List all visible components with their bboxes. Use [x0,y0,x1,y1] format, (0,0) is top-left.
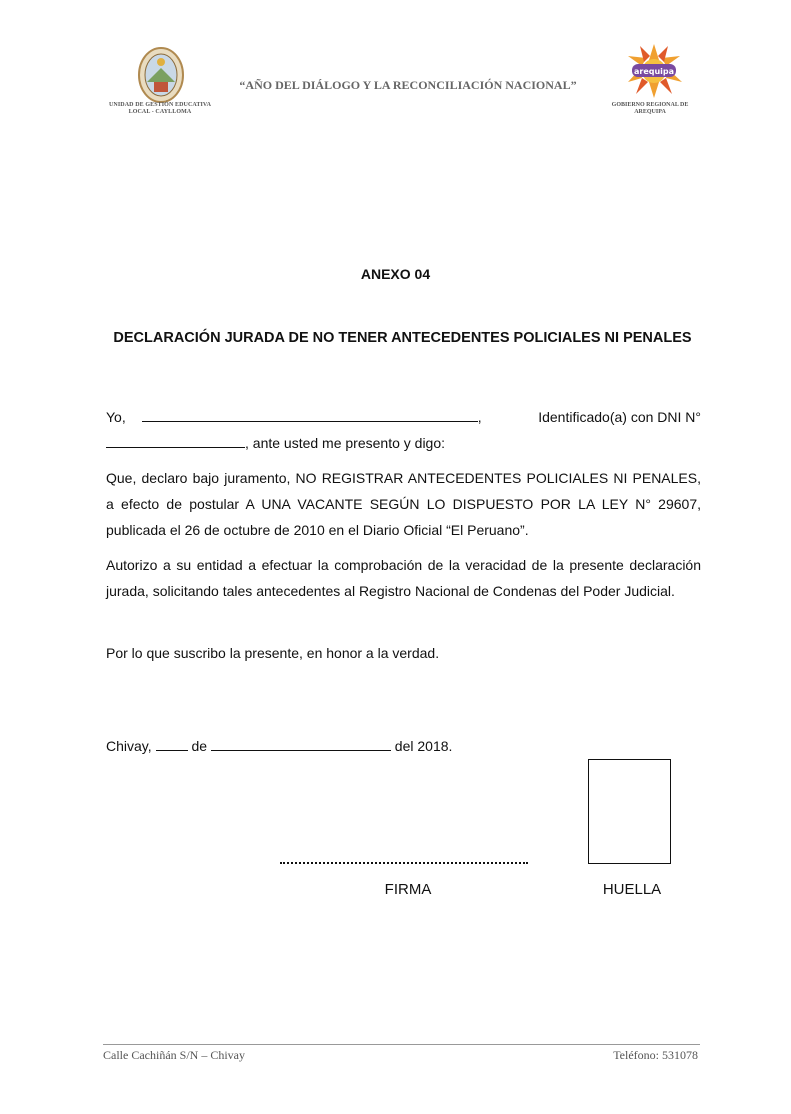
signature-label: FIRMA [384,881,432,898]
name-comma: , [477,409,482,425]
place-label: Chivay, [106,738,152,754]
document-title: DECLARACIÓN JURADA DE NO TENER ANTECEDENTES POLICIALES NI PENALES [113,330,692,346]
day-blank[interactable] [156,736,188,751]
authorization-paragraph: Autorizo a su entidad a efectuar la comprobación de la veracidad de la presente declaración jurada, solicitando tales antecedentes al Registro Nacional de Condenas del Poder Judicial. [106,557,701,599]
yo-label: Yo, [106,409,126,425]
presentation-text: , ante usted me presento y digo: [245,435,446,451]
month-blank[interactable] [211,736,391,751]
fingerprint-box[interactable] [588,759,671,864]
declaration-paragraph: Que, declaro bajo juramento, NO REGISTRAR ANTECEDENTES POLICIALES NI PENALES, a efecto de postular A UNA VACANTE SEGÚN LO DISPUESTO POR LA LEY N° 29607, publicada el 26 de octubre de 2010 en el Diario Oficial “El Peruano”. [106,470,701,538]
ugel-crest-icon [136,46,186,104]
year-label: del 2018. [394,738,453,754]
de-label: de [191,738,208,754]
name-blank[interactable] [142,407,478,422]
year-motto: “AÑO DEL DIÁLOGO Y LA RECONCILIACIÓN NACIONAL” [239,78,577,92]
dni-blank[interactable] [106,433,245,448]
footer-divider [103,1044,700,1045]
fingerprint-label: HUELLA [602,881,662,898]
regional-government-name: GOBIERNO REGIONAL DE AREQUIPA [611,102,689,115]
footer-phone: Teléfono: 531078 [613,1048,698,1062]
footer-address: Calle Cachiñán S/N – Chivay [103,1048,245,1062]
annex-number: ANEXO 04 [360,266,431,282]
dni-label: Identificado(a) con DNI N° [538,409,701,425]
ugel-name: UNIDAD DE GESTIÓN EDUCATIVA LOCAL - CAYLLOMA [109,102,211,115]
arequipa-logo-text: arequipa [633,67,675,76]
declarant-identification [106,404,701,456]
arequipa-sun-logo-icon [622,42,686,100]
closing-paragraph: Por lo que suscribo la presente, en honor a la verdad. [106,645,440,661]
place-date-line [106,734,452,758]
signature-line[interactable] [280,862,528,864]
